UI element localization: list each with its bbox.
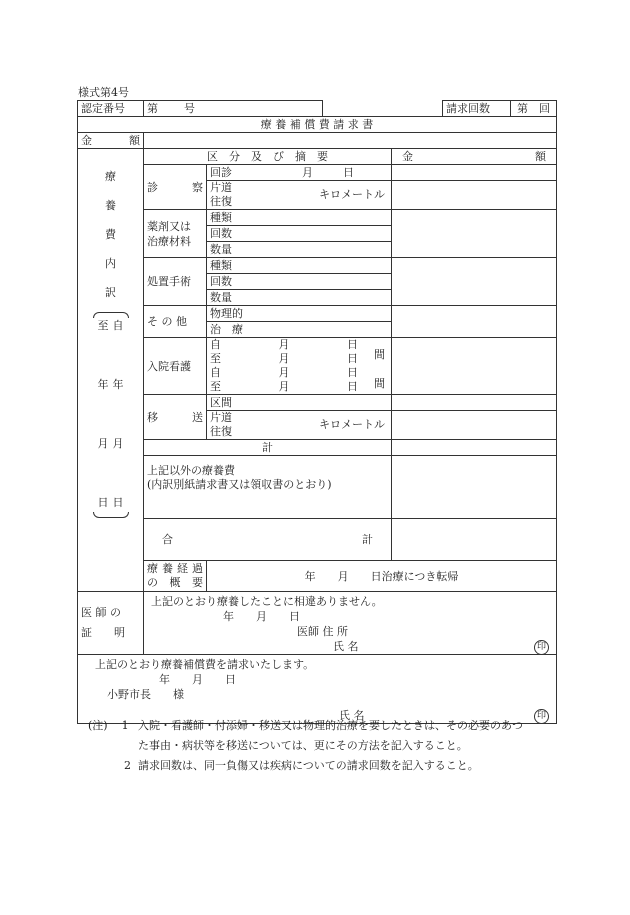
period-from-to: 至 自 — [97, 319, 124, 332]
claimant-name[interactable]: 氏 名 印 — [81, 708, 553, 723]
claimant-date[interactable]: 年 月 日 — [159, 673, 236, 686]
cert-no-label: 認定番号 — [78, 101, 144, 117]
form-title: 療 養 補 償 費 請 求 書 — [78, 117, 557, 133]
claimant-seal-icon: 印 — [534, 709, 549, 724]
drugs-amount[interactable] — [392, 210, 557, 258]
procedure-label: 処置手術 — [144, 258, 207, 306]
claim-form-table: 認定番号 第 号 請求回数 第 回 療 養 補 償 費 請 求 書 金 額 療 養 費 内 訳 至 自 年 年 月 月 日 日 区 分 及 び 摘 要 金 額 診 察 回診 月 日 片道 往復 キロメートル 薬剤又は 治療材料 種類 回数 数量 処置手術 種類 回数 数量 そ の 他 物理的 治 療 入院看護 自 月 日 至 月 日 自 月 日 至 月 日 間 間 移 送 区間 片道 往復 キロメートル 計 上記以外の療養費 (内訳別紙請求書又は領収書のとおり) 合 計 療養経過 の 概 要 年 月 日治療につき転帰 医 師 の 証 明 上記のとおり療養したことに相違ありません。 年 月 日 医師 住 所 氏 名 印 上記のとおり療養補償費を請求いたします。 年 月 日 小野市長 様 氏 名 印 — [77, 100, 557, 724]
amount-header: 金 額 — [392, 149, 557, 165]
header-row — [78, 101, 557, 117]
subtotal-amount[interactable] — [392, 440, 557, 456]
doctor-statement: 上記のとおり療養したことに相違ありません。 — [151, 595, 383, 608]
category-header: 区 分 及 び 摘 要 — [144, 149, 392, 165]
claimant-statement: 上記のとおり療養補償費を請求いたします。 — [95, 658, 315, 671]
doctor-label: 医 師 の 証 明 — [78, 592, 144, 655]
transport-label: 移 送 — [144, 395, 207, 440]
notes: (注) 1 入院・看護師・付添婦・移送又は物理的治療を要したときは、その必要のあつ た事由・病状等を移送については、更にその方法を記入すること。 2 請求回数は、同一負傷又は疾病についての請求回数を記入すること。 — [88, 719, 523, 772]
title-row — [78, 117, 557, 133]
amount-label: 金 額 — [78, 133, 144, 149]
claim-count-label: 請求回数 — [443, 101, 511, 116]
nursing-label: 入院看護 — [144, 338, 207, 395]
column-header-row — [78, 149, 557, 165]
exam-amount-2[interactable] — [392, 181, 557, 210]
subtotal-label: 計 — [144, 440, 392, 456]
other-amount[interactable] — [392, 306, 557, 338]
doctor-name[interactable]: 氏 名 印 — [147, 639, 553, 654]
progress-text[interactable]: 年 月 日治療につき転帰 — [207, 561, 557, 592]
transport-amount-2[interactable] — [392, 411, 557, 440]
doctor-address[interactable]: 医師 住 所 — [297, 625, 348, 638]
form-number: 様式第4号 — [78, 86, 129, 99]
exam-amount-1[interactable] — [392, 165, 557, 181]
total-amount[interactable] — [392, 519, 557, 561]
amount-row — [78, 133, 557, 149]
nursing-amount[interactable] — [392, 338, 557, 395]
total-label: 合 計 — [144, 519, 392, 561]
drugs-label: 薬剤又は 治療材料 — [144, 210, 207, 258]
transport-amount-1[interactable] — [392, 395, 557, 411]
breakdown-side-label: 療 養 費 内 訳 至 自 年 年 月 月 日 日 — [78, 149, 144, 592]
progress-label: 療養経過 の 概 要 — [144, 561, 207, 592]
doctor-seal-icon: 印 — [534, 640, 549, 655]
doctor-date[interactable]: 年 月 日 — [223, 610, 300, 623]
extra-amount[interactable] — [392, 456, 557, 519]
cert-no-field[interactable]: 第 号 — [144, 101, 323, 117]
claim-count-field[interactable]: 第 回 — [517, 102, 550, 115]
extra-expenses: 上記以外の療養費 (内訳別紙請求書又は領収書のとおり) — [144, 456, 392, 519]
claimant-addressee: 小野市長 様 — [107, 688, 184, 701]
procedure-amount[interactable] — [392, 258, 557, 306]
other-label: そ の 他 — [144, 306, 207, 338]
exam-label: 診 察 — [144, 165, 207, 210]
amount-field[interactable] — [144, 133, 557, 149]
